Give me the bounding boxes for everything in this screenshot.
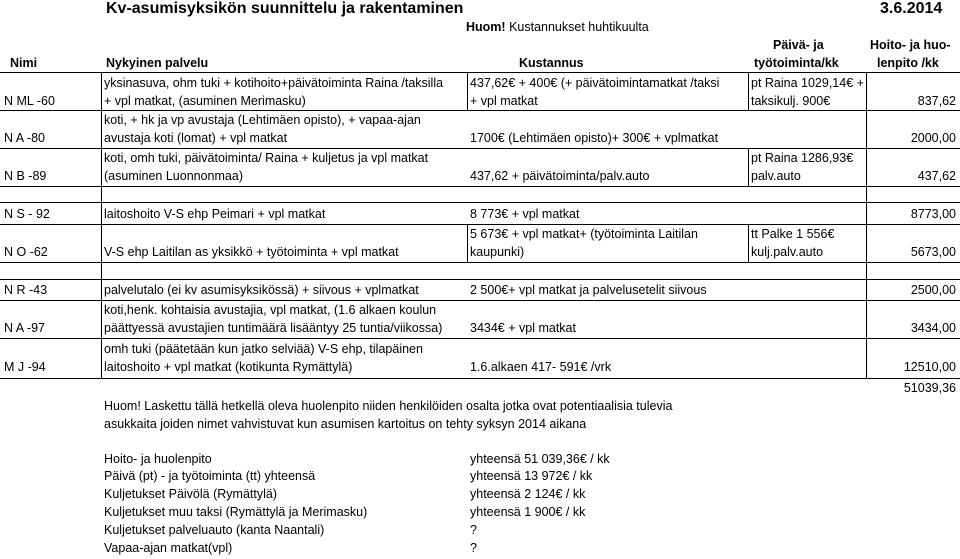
notice-text: Kustannukset huhtikuulta bbox=[509, 20, 649, 34]
summary-value-5: ? bbox=[470, 523, 477, 537]
row-4-name: N S - 92 bbox=[4, 207, 50, 221]
summary-label-2: Päivä (pt) - ja työtoiminta (tt) yhteensä bbox=[104, 469, 316, 483]
row-6-total: 2500,00 bbox=[910, 283, 956, 297]
row-1-daywork-line1: pt Raina 1029,14€ + bbox=[751, 76, 864, 90]
header-care-line1: Hoito- ja huo- bbox=[870, 38, 951, 52]
rule-row-2 bbox=[0, 148, 960, 149]
row-8-service-line1: omh tuki (päätetään kun jatko selviää) V-S ehp, tilapäinen bbox=[104, 342, 423, 356]
row-1-cost-line1: 437,62€ + 400€ (+ päivätoimintamatkat /taksi bbox=[470, 76, 720, 90]
row-1-name: N ML -60 bbox=[4, 94, 55, 108]
row-3-service-line1: koti, omh tuki, päivätoiminta/ Raina + kuljetus ja vpl matkat bbox=[104, 151, 429, 165]
row-5-total: 5673,00 bbox=[910, 245, 956, 259]
note-line2: asukkaita joiden nimet vahvistuvat kun asumisen kartoitus on tehty syksyn 2014 aikana bbox=[104, 417, 587, 431]
summary-label-1: Hoito- ja huolenpito bbox=[104, 452, 212, 466]
notice-prefix: Huom! bbox=[466, 20, 506, 34]
row-8-total: 12510,00 bbox=[903, 360, 956, 374]
row-5-cost-line2: kaupunki) bbox=[470, 245, 525, 259]
rule-header bbox=[0, 72, 960, 73]
row-3-cost: 437,62 + päivätoiminta/palv.auto bbox=[470, 169, 650, 183]
row-3-name: N B -89 bbox=[4, 169, 47, 183]
row-1-service-line1: yksinasuva, ohm tuki + kotihoito+päivätoiminta Raina /taksilla bbox=[104, 76, 444, 90]
row-4-service: laitoshoito V-S ehp Peimari + vpl matkat bbox=[104, 207, 326, 221]
row-4-cost: 8 773€ + vpl matkat bbox=[470, 207, 580, 221]
rule-row-6 bbox=[0, 300, 960, 301]
header-daywork-line1: Päivä- ja bbox=[773, 38, 824, 52]
row-2-name: N A -80 bbox=[4, 131, 45, 145]
rule-col-cost-r5 bbox=[748, 224, 749, 262]
row-1-service-line2: + vpl matkat, (asuminen Merimasku) bbox=[104, 94, 306, 108]
summary-value-3: yhteensä 2 124€ / kk bbox=[470, 487, 586, 501]
row-3-total: 437,62 bbox=[917, 169, 956, 183]
summary-value-6: ? bbox=[470, 541, 477, 555]
row-8-service-line2: laitoshoito + vpl matkat (kotikunta Rymättylä) bbox=[104, 360, 353, 374]
row-2-total: 2000,00 bbox=[910, 131, 956, 145]
note-line1: Huom! Laskettu tällä hetkellä oleva huolenpito niiden henkilöiden osalta jotka ovat potentiaalisia tulevia bbox=[104, 399, 673, 413]
summary-label-6: Vapaa-ajan matkat(vpl) bbox=[104, 541, 233, 555]
row-5-daywork-line1: tt Palke 1 556€ bbox=[751, 227, 835, 241]
rule-row-1 bbox=[0, 110, 960, 111]
row-1-daywork-line2: taksikulj. 900€ bbox=[751, 94, 831, 108]
rule-row-3 bbox=[0, 186, 960, 187]
row-7-cost: 3434€ + vpl matkat bbox=[470, 321, 576, 335]
row-7-name: N A -97 bbox=[4, 321, 45, 335]
rule-col-service-r5 bbox=[467, 224, 468, 262]
row-1-cost-line2: + vpl matkat bbox=[470, 94, 538, 108]
rule-col-cost-r1 bbox=[748, 72, 749, 110]
summary-label-3: Kuljetukset Päivölä (Rymättylä) bbox=[104, 487, 277, 501]
row-1-total: 837,62 bbox=[917, 94, 956, 108]
header-service: Nykyinen palvelu bbox=[106, 56, 209, 70]
document-title: Kv-asumisyksikön suunnittelu ja rakentaminen bbox=[106, 0, 464, 17]
row-2-cost: 1700€ (Lehtimäen opisto)+ 300€ + vplmatkat bbox=[470, 131, 719, 145]
rule-spacer-2 bbox=[0, 279, 960, 280]
row-5-service: V-S ehp Laitilan as yksikkö + työtoiminta + vpl matkat bbox=[104, 245, 399, 259]
row-6-cost: 2 500€+ vpl matkat ja palvelusetelit siivous bbox=[470, 283, 707, 297]
rule-col-daywork bbox=[866, 72, 867, 378]
row-7-service-line2: päättyessä avustajien tuntimäärä lisääntyy 25 tuntia/viikossa) bbox=[104, 321, 443, 335]
row-5-name: N O -62 bbox=[4, 245, 48, 259]
document-date: 3.6.2014 bbox=[880, 0, 943, 17]
rule-row-5 bbox=[0, 262, 960, 263]
rule-row-4 bbox=[0, 224, 960, 225]
row-7-service-line1: koti,henk. kohtaisia avustajia, vpl matkat, (1.6 alkaen koulun bbox=[104, 303, 437, 317]
summary-value-1: yhteensä 51 039,36€ / kk bbox=[470, 452, 610, 466]
row-4-total: 8773,00 bbox=[910, 207, 956, 221]
summary-value-4: yhteensä 1 900€ / kk bbox=[470, 505, 586, 519]
rule-spacer-1 bbox=[0, 202, 960, 203]
row-6-name: N R -43 bbox=[4, 283, 48, 297]
grand-total: 51039,36 bbox=[903, 381, 956, 395]
header-care-line2: lenpito /kk bbox=[877, 56, 939, 70]
summary-value-2: yhteensä 13 972€ / kk bbox=[470, 469, 593, 483]
rule-row-8 bbox=[0, 378, 960, 379]
row-6-service: palvelutalo (ei kv asumisyksikössä) + siivous + vplmatkat bbox=[104, 283, 419, 297]
row-5-daywork-line2: kulj.palv.auto bbox=[751, 245, 824, 259]
row-7-total: 3434,00 bbox=[910, 321, 956, 335]
row-3-daywork-line1: pt Raina 1286,93€ bbox=[751, 151, 854, 165]
rule-col-name bbox=[101, 72, 102, 378]
row-3-daywork-line2: palv.auto bbox=[751, 169, 801, 183]
row-2-service-line1: koti, + hk ja vp avustaja (Lehtimäen opisto), + vapaa-ajan bbox=[104, 113, 421, 127]
summary-label-5: Kuljetukset palveluauto (kanta Naantali) bbox=[104, 523, 325, 537]
row-8-cost: 1.6.alkaen 417- 591€ /vrk bbox=[470, 360, 612, 374]
rule-row-7 bbox=[0, 338, 960, 339]
summary-label-4: Kuljetukset muu taksi (Rymättylä ja Merimasku) bbox=[104, 505, 368, 519]
row-3-service-line2: (asuminen Luonnonmaa) bbox=[104, 169, 243, 183]
header-daywork-line2: työtoiminta/kk bbox=[754, 56, 839, 70]
header-cost: Kustannus bbox=[519, 56, 584, 70]
notice bbox=[466, 20, 649, 35]
row-8-name: M J -94 bbox=[4, 360, 46, 374]
header-name: Nimi bbox=[10, 56, 38, 70]
row-5-cost-line1: 5 673€ + vpl matkat+ (työtoiminta Laitilan bbox=[470, 227, 698, 241]
rule-col-service-r1 bbox=[467, 72, 468, 110]
rule-col-cost-r3 bbox=[748, 148, 749, 186]
row-2-service-line2: avustaja koti (lomat) + vpl matkat bbox=[104, 131, 288, 145]
